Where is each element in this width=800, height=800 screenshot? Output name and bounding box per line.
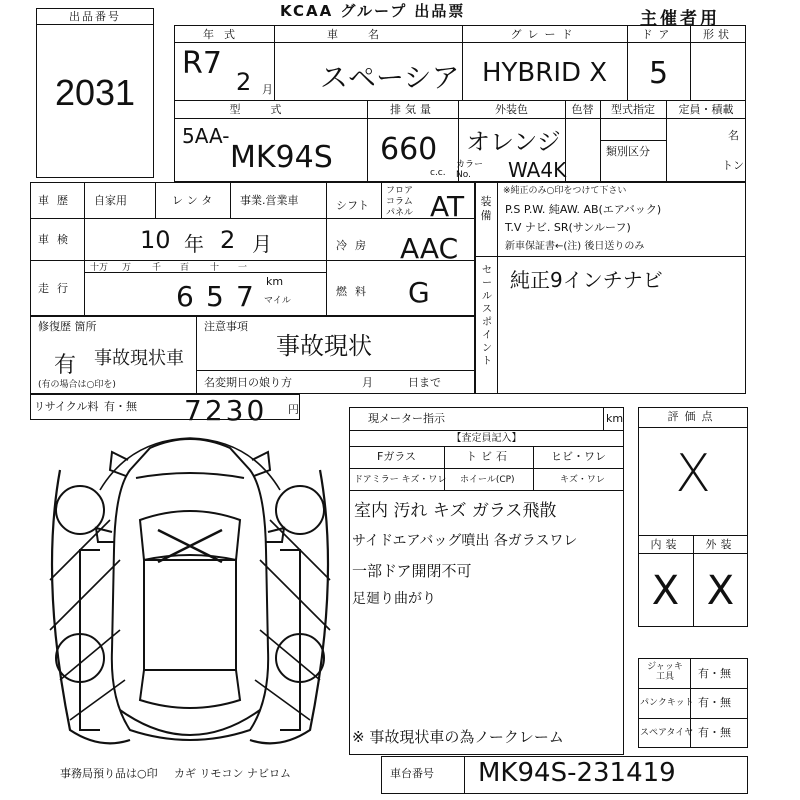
jack-tools-option[interactable]: 有・無 xyxy=(698,667,731,680)
designation-label: 型式指定 xyxy=(611,103,655,116)
displacement-label: 排気量 xyxy=(390,103,435,116)
interior-value: X xyxy=(651,568,680,614)
business-option[interactable]: 事業.営業車 xyxy=(240,194,299,207)
model-label: 型式 xyxy=(229,103,312,116)
organizer-label: 主催者用 xyxy=(640,9,720,29)
name-change-day: 日まで xyxy=(408,376,441,389)
car-name-value: スペーシア xyxy=(320,61,460,94)
lot-number-label: 出品番号 xyxy=(69,10,121,23)
model-prefix: 5AA- xyxy=(182,124,230,148)
f-glass-label: Fガラス xyxy=(377,450,416,463)
inspector-line-2: サイドエアバッグ噴出 各ガラスワレ xyxy=(352,533,578,549)
sales-point-value: 純正9インチナビ xyxy=(510,268,663,292)
year-label: 年式 xyxy=(203,28,245,41)
grade-value: HYBRID X xyxy=(482,58,608,88)
doors-label: ドア xyxy=(641,28,676,41)
office-note: 事務局預り品は○印 xyxy=(60,767,158,780)
rental-option[interactable]: レンタ xyxy=(172,194,217,207)
ac-label: 冷房 xyxy=(336,239,374,252)
inspection-label: 車検 xyxy=(38,233,76,246)
fuel-value: G xyxy=(408,276,430,309)
inspection-month-unit: 月 xyxy=(252,232,272,256)
inspection-year-value: 10 xyxy=(140,226,171,254)
model-value: MK94S xyxy=(230,140,333,175)
equipment-line-1[interactable]: P.S P.W. 純AW. AB(エアバック) xyxy=(505,203,662,216)
inspector-footer-note: ※ 事故現状車の為ノークレーム xyxy=(352,728,564,746)
inspection-year-unit: 年 xyxy=(184,232,204,256)
meter-unit: km xyxy=(606,412,624,425)
name-change-label: 名変期日の娘り方 xyxy=(204,376,292,389)
jack-tools-label: ジャッキ 工具 xyxy=(647,662,683,682)
meter-label: 現メーター指示 xyxy=(368,412,445,425)
mileage-digit-2: 5 xyxy=(206,280,224,313)
spare-tire-option[interactable]: 有・無 xyxy=(698,726,731,739)
digit-ten: 十 xyxy=(210,263,220,273)
warranty-line[interactable]: 新車保証書←(注) 後日送りのみ xyxy=(505,241,645,252)
doors-value: 5 xyxy=(648,56,669,91)
capacity-label: 定員・積載 xyxy=(678,103,734,116)
sales-point-label: セールスポイント xyxy=(482,265,492,367)
evaluation-label: 評価点 xyxy=(667,410,719,423)
chassis-label: 車台番号 xyxy=(390,767,434,780)
digit-hundred: 百 xyxy=(180,263,190,273)
repair-value-detail: 事故現状車 xyxy=(94,348,184,369)
mileage-digit-1: 6 xyxy=(176,280,194,313)
shift-label: シフト xyxy=(336,199,369,212)
inspector-line-3: 一部ドア開閉不可 xyxy=(352,562,472,580)
form-title: KCAA グループ 出品票 xyxy=(280,2,466,20)
exterior-color-value: オレンジ xyxy=(466,128,561,156)
grade-label: グレード xyxy=(510,28,579,41)
shift-position-label: フロア コラム パネル xyxy=(386,186,414,218)
car-name-label: 車名 xyxy=(327,28,409,41)
inspector-line-4: 足廻り曲がり xyxy=(352,591,436,607)
inspector-line-1: 室内 汚れ キズ ガラス飛散 xyxy=(354,501,557,521)
month-unit: 月 xyxy=(262,83,273,96)
inspection-month-value: 2 xyxy=(220,226,236,254)
mile-option[interactable]: マイル xyxy=(264,296,291,306)
exterior-color-label: 外装色 xyxy=(495,103,528,116)
interior-label: 内装 xyxy=(650,538,681,551)
color-no-label: カラー No. xyxy=(456,160,484,180)
ac-value: AAC xyxy=(400,232,459,265)
wheel-label: ホイール(CP) xyxy=(460,475,515,485)
exterior-label: 外装 xyxy=(705,538,736,551)
fuel-label: 燃料 xyxy=(336,285,374,298)
recycle-amount: 7230 xyxy=(184,394,268,427)
shape-label: 形状 xyxy=(703,28,733,41)
capacity-unit-persons: 名 xyxy=(728,129,739,142)
color-no-value: WA4K xyxy=(508,158,567,182)
recycle-label: リサイクル料 xyxy=(34,400,99,413)
chip-option[interactable]: トビ石 xyxy=(466,450,511,463)
puncture-kit-option[interactable]: 有・無 xyxy=(698,696,731,709)
equipment-line-2[interactable]: T.V ナビ. SR(サンルーフ) xyxy=(505,221,631,234)
crack-option[interactable]: ヒビ・ワレ xyxy=(551,450,606,463)
inspector-header: 【査定員記入】 xyxy=(451,433,522,444)
repair-note: (有の場合は○印を) xyxy=(38,380,116,390)
office-items: カギ リモコン ナビロム xyxy=(174,767,291,780)
repair-label: 修復歴 箇所 xyxy=(38,320,97,333)
notes-label: 注意事項 xyxy=(204,320,248,333)
mileage-digit-3: 7 xyxy=(236,280,254,313)
displacement-value: 660 xyxy=(380,132,438,167)
month-value: 2 xyxy=(236,68,252,96)
mileage-label: 走行 xyxy=(38,282,76,295)
exterior-value: X xyxy=(706,568,735,614)
lot-number-value: 2031 xyxy=(54,72,136,113)
puncture-kit-label: パンクキット xyxy=(640,698,694,708)
digit-one: 一 xyxy=(238,263,248,273)
capacity-unit-tons: トン xyxy=(722,159,744,172)
name-change-month: 月 xyxy=(362,376,373,389)
year-value: R7 xyxy=(182,46,222,81)
chassis-value: MK94S-231419 xyxy=(478,758,676,788)
notes-value: 事故現状 xyxy=(276,332,372,360)
digit-ten-thousand: 万 xyxy=(122,263,132,273)
wheel-damage-option[interactable]: キズ・ワレ xyxy=(560,475,605,485)
digit-thousand: 千 xyxy=(152,263,162,273)
door-mirror-label: ドアミラー キズ・ワレ xyxy=(354,475,447,485)
repair-value-yes: 有 xyxy=(54,353,77,378)
digit-hundred-thousand: 十万 xyxy=(90,263,109,273)
cc-unit: c.c. xyxy=(430,168,446,178)
history-label: 車歴 xyxy=(38,194,76,207)
equipment-note: ※純正のみ○印をつけて下さい xyxy=(503,186,627,196)
car-damage-diagram xyxy=(40,430,340,760)
color-change-label: 色替 xyxy=(571,103,594,116)
spare-tire-label: スペアタイヤ xyxy=(640,728,694,738)
category-label: 類別区分 xyxy=(606,145,650,158)
recycle-unit: 円 xyxy=(288,403,299,416)
evaluation-value: X xyxy=(675,444,711,504)
km-option[interactable]: km xyxy=(266,275,284,288)
recycle-status[interactable]: 有・無 xyxy=(104,400,137,413)
private-use-option[interactable]: 自家用 xyxy=(94,194,127,207)
shift-value: AT xyxy=(430,190,465,223)
equipment-label: 装備 xyxy=(480,195,492,222)
